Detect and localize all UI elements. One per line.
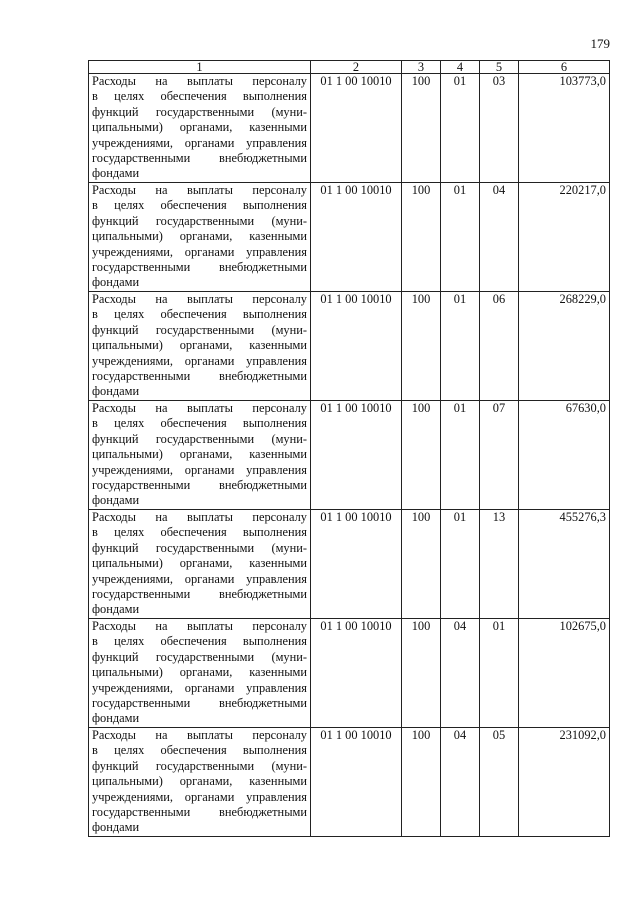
- amount-value: 231092,0: [519, 728, 610, 837]
- description-line: фондами: [92, 602, 140, 617]
- description-line: Расходы на выплаты персоналу: [92, 619, 307, 633]
- section-code: 04: [441, 728, 480, 837]
- description-line: учреждениями, органами управления: [92, 680, 307, 695]
- expense-type-code: 100: [402, 74, 441, 183]
- description-line: в целях обеспечения выполнения: [92, 307, 307, 322]
- budget-table: [88, 60, 610, 837]
- description-line: функций государственными (муни-: [92, 213, 307, 228]
- description-line: функций государственными (муни-: [92, 322, 307, 337]
- description-line: государственными внебюджетными: [92, 805, 307, 820]
- description-line: государственными внебюджетными: [92, 478, 307, 493]
- amount-value: 102675,0: [519, 619, 610, 728]
- table-row: [89, 619, 610, 728]
- description-line: функций государственными (муни-: [92, 104, 307, 119]
- description-line: Расходы на выплаты персоналу: [92, 510, 307, 524]
- expense-type-code: 100: [402, 401, 441, 510]
- description-line: в целях обеспечения выполнения: [92, 89, 307, 104]
- description-line: учреждениями, органами управления: [92, 353, 307, 368]
- description-line: фондами: [92, 493, 140, 508]
- description-line: в целях обеспечения выполнения: [92, 634, 307, 649]
- section-code: 01: [441, 510, 480, 619]
- target-article-code: 01 1 00 10010: [311, 183, 402, 292]
- description-line: государственными внебюджетными: [92, 151, 307, 166]
- expense-description: [89, 619, 311, 728]
- description-line: учреждениями, органами управления: [92, 135, 307, 150]
- section-code: 01: [441, 74, 480, 183]
- description-line: Расходы на выплаты персоналу: [92, 74, 307, 88]
- column-header-1: 1: [89, 61, 311, 74]
- description-line: учреждениями, органами управления: [92, 789, 307, 804]
- table-row: [89, 292, 610, 401]
- amount-value: 67630,0: [519, 401, 610, 510]
- expense-description: [89, 74, 311, 183]
- subsection-code: 13: [480, 510, 519, 619]
- table-row: [89, 728, 610, 837]
- target-article-code: 01 1 00 10010: [311, 728, 402, 837]
- description-line: фондами: [92, 166, 140, 181]
- description-line: функций государственными (муни-: [92, 758, 307, 773]
- description-line: ципальными) органами, казенными: [92, 229, 307, 244]
- description-line: функций государственными (муни-: [92, 649, 307, 664]
- expense-description: [89, 510, 311, 619]
- description-line: ципальными) органами, казенными: [92, 120, 307, 135]
- column-header-6: 6: [519, 61, 610, 74]
- description-line: Расходы на выплаты персоналу: [92, 728, 307, 742]
- description-line: государственными внебюджетными: [92, 260, 307, 275]
- description-line: ципальными) органами, казенными: [92, 556, 307, 571]
- description-line: учреждениями, органами управления: [92, 571, 307, 586]
- table-row: [89, 510, 610, 619]
- section-code: 01: [441, 292, 480, 401]
- expense-description: [89, 401, 311, 510]
- table-row: [89, 401, 610, 510]
- subsection-code: 03: [480, 74, 519, 183]
- page-number: 179: [590, 36, 610, 51]
- table-header-row: [89, 61, 610, 74]
- section-code: 04: [441, 619, 480, 728]
- target-article-code: 01 1 00 10010: [311, 510, 402, 619]
- amount-value: 220217,0: [519, 183, 610, 292]
- target-article-code: 01 1 00 10010: [311, 74, 402, 183]
- target-article-code: 01 1 00 10010: [311, 292, 402, 401]
- description-line: государственными внебюджетными: [92, 587, 307, 602]
- section-code: 01: [441, 401, 480, 510]
- column-header-5: 5: [480, 61, 519, 74]
- description-line: в целях обеспечения выполнения: [92, 743, 307, 758]
- column-header-4: 4: [441, 61, 480, 74]
- description-line: функций государственными (муни-: [92, 540, 307, 555]
- table-row: [89, 183, 610, 292]
- description-line: ципальными) органами, казенными: [92, 447, 307, 462]
- description-line: в целях обеспечения выполнения: [92, 416, 307, 431]
- amount-value: 455276,3: [519, 510, 610, 619]
- subsection-code: 04: [480, 183, 519, 292]
- subsection-code: 07: [480, 401, 519, 510]
- expense-type-code: 100: [402, 292, 441, 401]
- table-row: [89, 74, 610, 183]
- expense-description: [89, 728, 311, 837]
- description-line: Расходы на выплаты персоналу: [92, 292, 307, 306]
- subsection-code: 05: [480, 728, 519, 837]
- column-header-2: 2: [311, 61, 402, 74]
- expense-description: [89, 183, 311, 292]
- description-line: в целях обеспечения выполнения: [92, 525, 307, 540]
- expense-type-code: 100: [402, 728, 441, 837]
- expense-type-code: 100: [402, 619, 441, 728]
- expense-description: [89, 292, 311, 401]
- description-line: учреждениями, органами управления: [92, 244, 307, 259]
- amount-value: 268229,0: [519, 292, 610, 401]
- description-line: государственными внебюджетными: [92, 696, 307, 711]
- section-code: 01: [441, 183, 480, 292]
- description-line: фондами: [92, 275, 140, 290]
- subsection-code: 06: [480, 292, 519, 401]
- description-line: ципальными) органами, казенными: [92, 665, 307, 680]
- description-line: ципальными) органами, казенными: [92, 338, 307, 353]
- expense-type-code: 100: [402, 510, 441, 619]
- subsection-code: 01: [480, 619, 519, 728]
- description-line: государственными внебюджетными: [92, 369, 307, 384]
- description-line: Расходы на выплаты персоналу: [92, 401, 307, 415]
- amount-value: 103773,0: [519, 74, 610, 183]
- target-article-code: 01 1 00 10010: [311, 619, 402, 728]
- description-line: Расходы на выплаты персоналу: [92, 183, 307, 197]
- description-line: ципальными) органами, казенными: [92, 774, 307, 789]
- column-header-3: 3: [402, 61, 441, 74]
- description-line: фондами: [92, 820, 140, 835]
- description-line: функций государственными (муни-: [92, 431, 307, 446]
- target-article-code: 01 1 00 10010: [311, 401, 402, 510]
- description-line: в целях обеспечения выполнения: [92, 198, 307, 213]
- expense-type-code: 100: [402, 183, 441, 292]
- description-line: фондами: [92, 384, 140, 399]
- description-line: учреждениями, органами управления: [92, 462, 307, 477]
- description-line: фондами: [92, 711, 140, 726]
